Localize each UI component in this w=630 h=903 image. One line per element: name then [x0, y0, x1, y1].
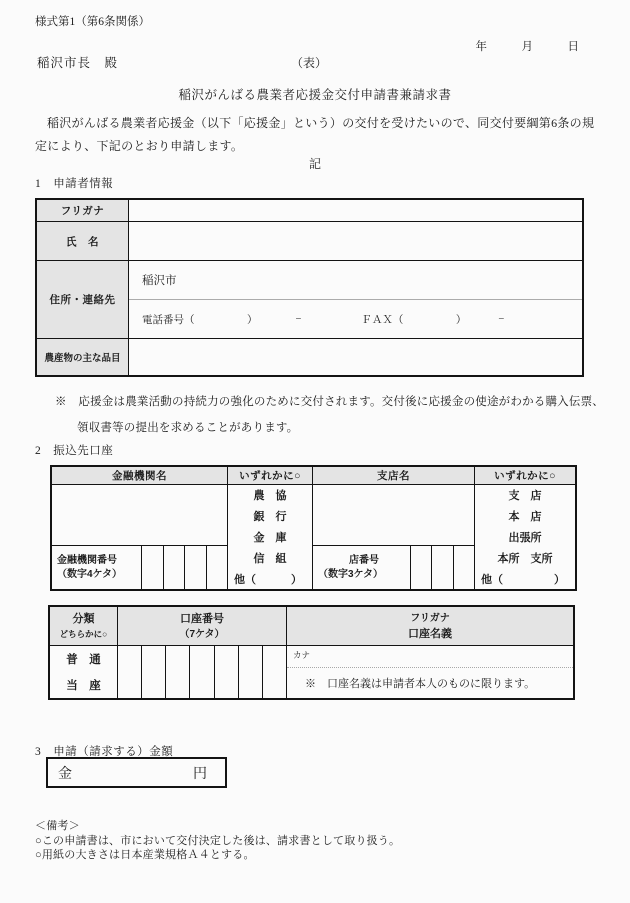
option-shinso: 信 組: [253, 552, 287, 565]
digit-box: [206, 546, 228, 589]
digit-box: [410, 546, 431, 589]
option-nokyo: 農 協: [253, 490, 287, 503]
remarks-line: ○用紙の大きさは日本産業規格Ａ４とする。: [35, 849, 255, 861]
digit-box: [453, 546, 474, 589]
option-ginko: 銀 行: [253, 511, 287, 524]
kana-label: カナ: [287, 646, 573, 668]
bank-table: [50, 465, 577, 591]
option-other-branch: 他（ ）: [481, 573, 565, 586]
account-type-cell: [50, 646, 118, 698]
option-toza: 当 座: [66, 680, 101, 692]
holder-note: ※ 口座名義は申請者本人のものに限ります。: [305, 678, 536, 690]
remarks-line: ○この申請書は、市において交付決定した後は、請求書として取り扱う。: [35, 834, 401, 847]
phone-fax-row: [129, 300, 582, 339]
option-other-institution: 他（ ）: [234, 573, 302, 586]
institution-number-label: 金融機関番号 （数字4ケタ）: [57, 554, 123, 580]
ki-label: 記: [308, 157, 321, 171]
products-field: [129, 339, 582, 375]
intro-paragraph: 稲沢がんばる農業者応援金（以下「応援金」という）の交付を受けたいので、同交付要綱第6条の規定により、下記のとおり申請します。: [35, 116, 595, 153]
front-side-label: （表）: [291, 56, 328, 70]
branch-number-label: 店番号 （数字3ケタ）: [318, 554, 384, 580]
institution-type-cell: [228, 485, 313, 589]
phone-label: 電話番号（ ）: [142, 314, 258, 326]
name-field: [129, 222, 582, 261]
amount-prefix: 金: [58, 766, 72, 782]
fax-dash: −: [498, 313, 505, 325]
digit-box: [431, 546, 452, 589]
branch-name-field: [313, 485, 474, 545]
bank-header-branch: 支店名: [313, 467, 475, 485]
option-shiten: 支 店: [508, 490, 542, 503]
bank-header-institution: 金融機関名: [52, 467, 228, 485]
institution-number-strip: [52, 545, 227, 589]
document-title: 稲沢がんばる農業者応援金交付申請書兼請求書: [178, 88, 452, 102]
account-number-header: 口座番号 （7ケタ）: [118, 607, 287, 646]
remarks-block: [35, 819, 400, 863]
furigana-field: [129, 200, 582, 222]
institution-name-field: [52, 485, 227, 545]
account-table: [48, 605, 575, 700]
branch-number-strip: [313, 545, 474, 589]
option-honten: 本 店: [508, 511, 542, 524]
remarks-heading: ＜備考＞: [35, 820, 80, 832]
section3-heading: 3 申請（請求する）金額: [35, 746, 174, 758]
option-futsu: 普 通: [66, 654, 101, 666]
digit-box: [262, 646, 286, 698]
digit-box: [184, 546, 206, 589]
addressee: 稲沢市長 殿: [37, 56, 119, 70]
digit-box: [214, 646, 238, 698]
section1-heading: 1 申請者情報: [35, 178, 114, 190]
amount-suffix: 円: [193, 766, 207, 782]
applicant-table: [35, 198, 584, 377]
digit-box: [163, 546, 185, 589]
digit-box: [238, 646, 262, 698]
branch-name-cell: [313, 485, 475, 589]
digit-box: [165, 646, 189, 698]
support-money-note: ※ 応援金は農業活動の持続力の強化のために交付されます。交付後に応援金の使途がわかる購入伝票、領収書等の提出を求めることがあります。: [55, 396, 604, 434]
account-class-header: 分類 どちらかに○: [50, 607, 118, 646]
digit-box: [141, 646, 165, 698]
address-contact-label: 住所・連絡先: [37, 261, 129, 339]
form-number: 様式第1（第6条関係）: [35, 16, 150, 28]
section2-heading: 2 振込先口座: [35, 445, 114, 457]
digit-box: [189, 646, 213, 698]
city-value: 稲沢市: [129, 261, 582, 300]
phone-dash: −: [295, 313, 302, 325]
institution-name-cell: [52, 485, 228, 589]
bank-header-circle2: いずれかに○: [475, 467, 575, 485]
bank-header-circle1: いずれかに○: [228, 467, 313, 485]
option-honsho-shisho: 本所 支所: [497, 552, 553, 565]
option-kinko: 金 庫: [253, 531, 287, 544]
option-shucchojo: 出張所: [508, 531, 542, 544]
digit-box: [118, 646, 141, 698]
furigana-label: フリガナ: [37, 200, 129, 222]
date-line: 年 月 日: [475, 41, 579, 53]
name-label: 氏 名: [37, 222, 129, 261]
account-holder-cell: [287, 646, 573, 698]
branch-type-cell: [475, 485, 575, 589]
account-holder-header: フリガナ 口座名義: [287, 607, 573, 646]
fax-label: ＦＡＸ（ ）: [361, 314, 467, 326]
digit-box: [141, 546, 163, 589]
account-number-boxes: [118, 646, 287, 698]
amount-box: [46, 757, 227, 788]
products-label: 農産物の主な品目: [37, 339, 129, 375]
